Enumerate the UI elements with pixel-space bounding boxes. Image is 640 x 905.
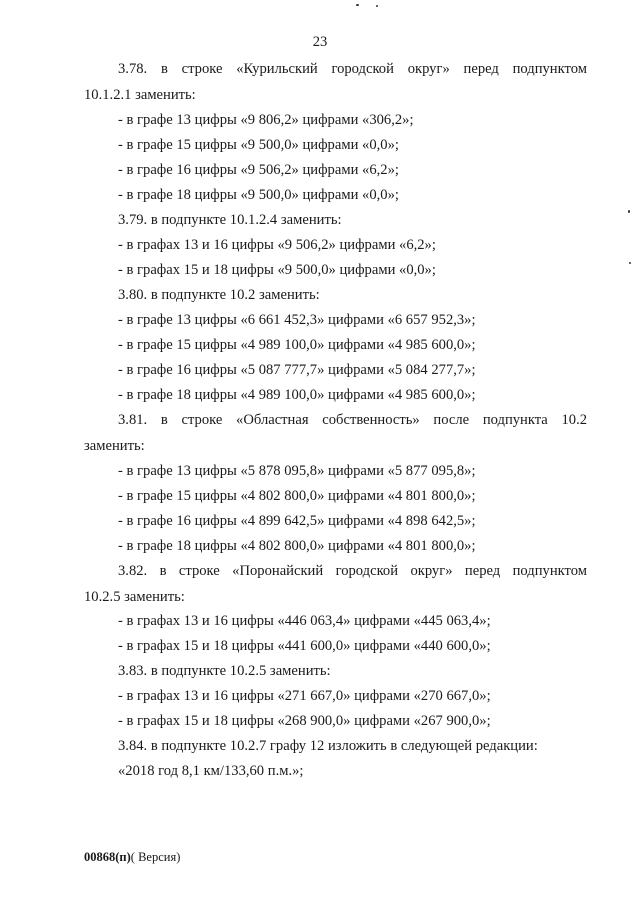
list-item: - в графе 18 цифры «9 500,0» цифрами «0,0»; <box>118 187 399 203</box>
list-item: - в графах 13 и 16 цифры «9 506,2» цифрами «6,2»; <box>118 237 436 253</box>
list-item: - в графе 16 цифры «9 506,2» цифрами «6,2»; <box>118 162 399 178</box>
list-item: - в графе 13 цифры «9 806,2» цифрами «306,2»; <box>118 112 414 128</box>
quoted-text: «2018 год 8,1 км/133,60 п.м.»; <box>118 763 304 779</box>
paragraph-3-82-line-1: 3.82. в строке «Поронайский городской округ» перед подпунктом <box>118 563 587 579</box>
list-item: - в графе 15 цифры «4 802 800,0» цифрами «4 801 800,0»; <box>118 488 476 504</box>
paragraph-number: 3.82. <box>118 563 148 579</box>
list-item: - в графе 15 цифры «4 989 100,0» цифрами «4 985 600,0»; <box>118 337 476 353</box>
page-number: 23 <box>312 34 328 50</box>
document-code: 00868(п) <box>84 850 131 864</box>
list-item: - в графах 15 и 18 цифры «9 500,0» цифрами «0,0»; <box>118 262 436 278</box>
paragraph-3-84-heading: 3.84. в подпункте 10.2.7 графу 12 изложить в следующей редакции: <box>118 738 538 754</box>
scan-speck <box>628 210 630 213</box>
scan-speck <box>629 262 631 264</box>
list-item: - в графе 15 цифры «9 500,0» цифрами «0,0»; <box>118 137 399 153</box>
paragraph-3-81-line-2: заменить: <box>84 438 145 454</box>
document-footer <box>84 850 180 865</box>
list-item: - в графе 18 цифры «4 802 800,0» цифрами «4 801 800,0»; <box>118 538 476 554</box>
list-item: - в графе 16 цифры «4 899 642,5» цифрами «4 898 642,5»; <box>118 513 476 529</box>
list-item: - в графе 16 цифры «5 087 777,7» цифрами «5 084 277,7»; <box>118 362 476 378</box>
scan-speck <box>376 5 378 7</box>
list-item: - в графе 18 цифры «4 989 100,0» цифрами «4 985 600,0»; <box>118 387 476 403</box>
list-item: - в графе 13 цифры «5 878 095,8» цифрами «5 877 095,8»; <box>118 463 476 479</box>
paragraph-3-78-line-2: 10.1.2.1 заменить: <box>84 87 196 103</box>
paragraph-number: 3.78. <box>118 61 148 77</box>
paragraph-3-78-line-1: 3.78. в строке «Курильский городской округ» перед подпунктом <box>118 61 587 77</box>
list-item: - в графах 13 и 16 цифры «271 667,0» цифрами «270 667,0»; <box>118 688 491 704</box>
list-item: - в графах 15 и 18 цифры «441 600,0» цифрами «440 600,0»; <box>118 638 491 654</box>
paragraph-3-82-line-2: 10.2.5 заменить: <box>84 589 185 605</box>
list-item: - в графах 13 и 16 цифры «446 063,4» цифрами «445 063,4»; <box>118 613 491 629</box>
paragraph-3-83-heading: 3.83. в подпункте 10.2.5 заменить: <box>118 663 331 679</box>
list-item: - в графах 15 и 18 цифры «268 900,0» цифрами «267 900,0»; <box>118 713 491 729</box>
paragraph-3-81-line-1: 3.81. в строке «Областная собственность» после подпункта 10.2 <box>118 412 588 428</box>
list-item: - в графе 13 цифры «6 661 452,3» цифрами «6 657 952,3»; <box>118 312 476 328</box>
paragraph-3-79-heading: 3.79. в подпункте 10.1.2.4 заменить: <box>118 212 342 228</box>
version-label: ( Версия) <box>130 850 181 864</box>
paragraph-number: 3.81. <box>118 412 148 428</box>
paragraph-3-80-heading: 3.80. в подпункте 10.2 заменить: <box>118 287 320 303</box>
scan-speck <box>356 4 359 6</box>
